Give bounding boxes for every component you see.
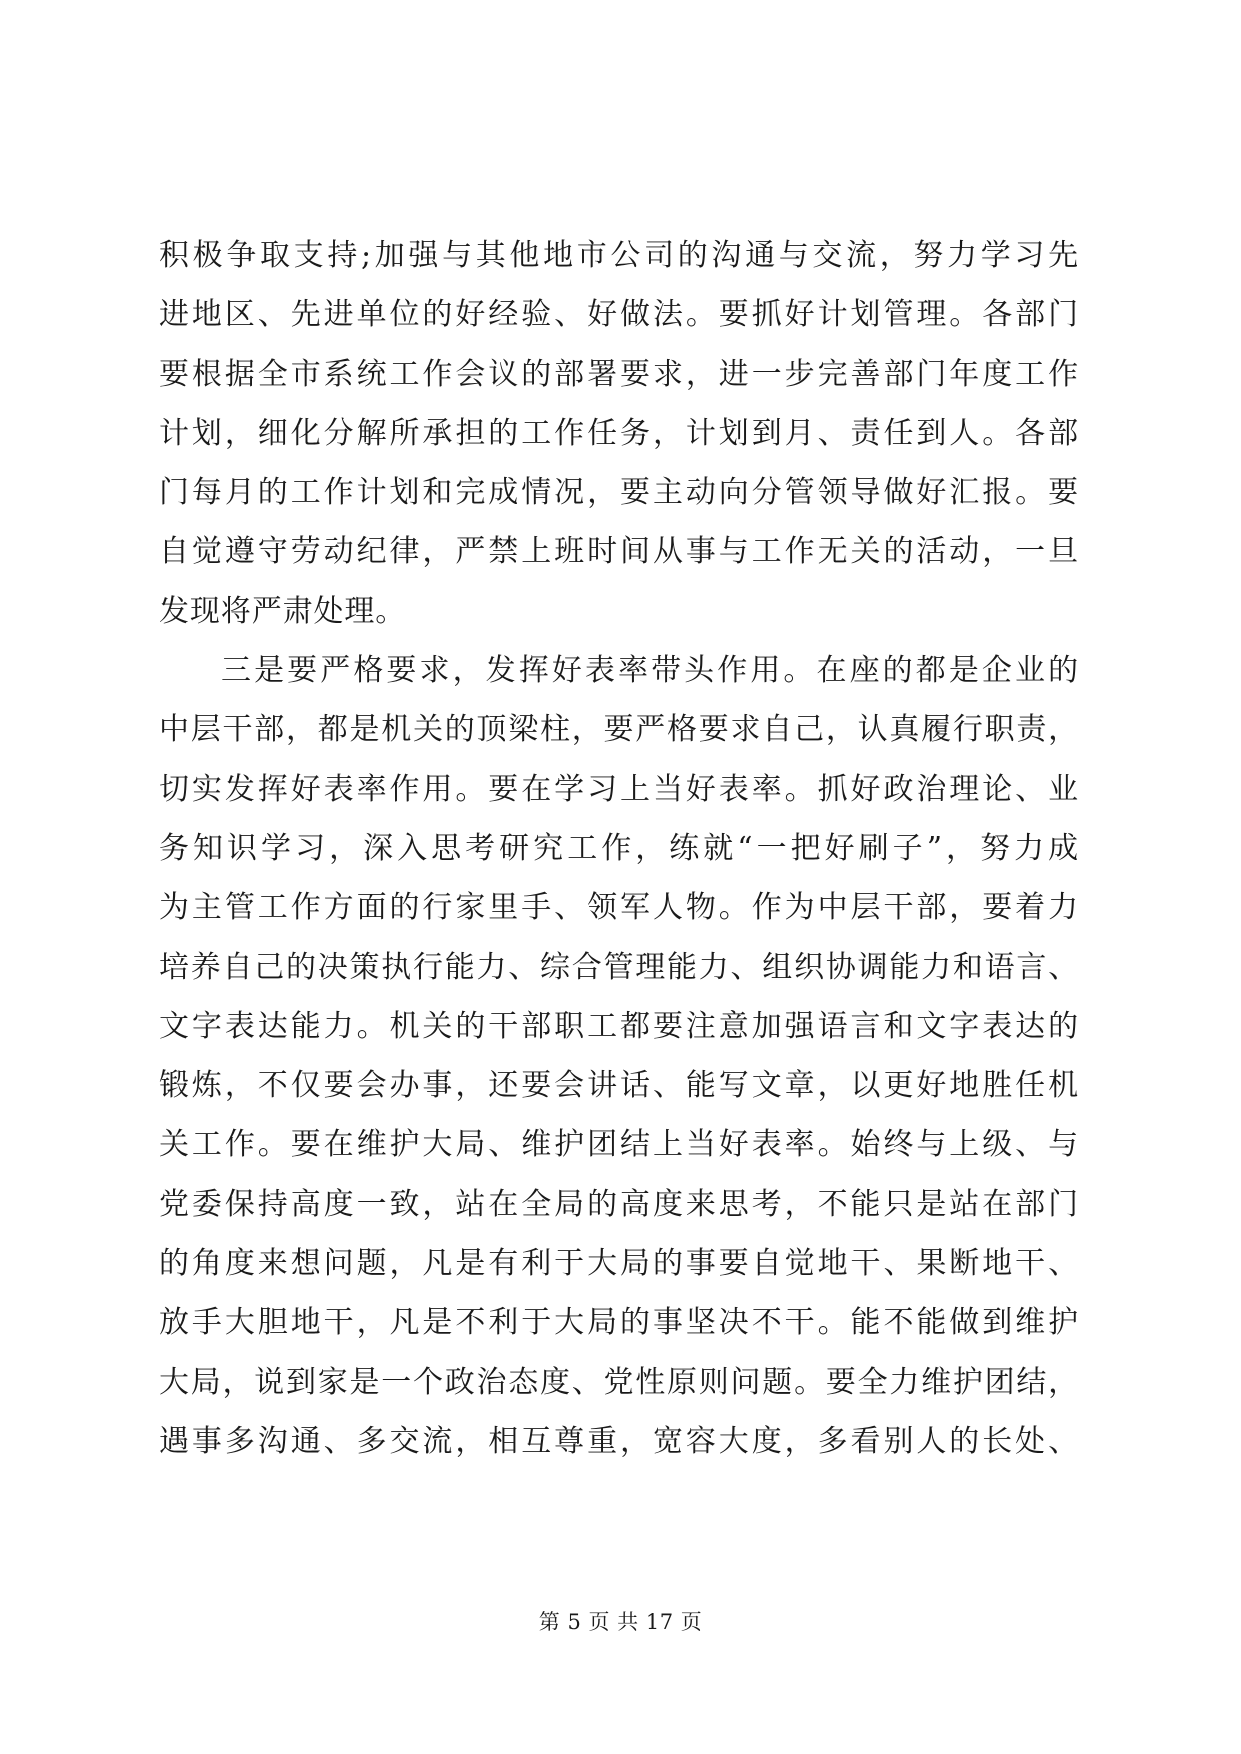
text-line: 三是要严格要求，发挥好表率带头作用。在座的都是企业的 (221, 653, 1079, 689)
text-line: 要根据全市系统工作会议的部署要求，进一步完善部门年度工作 (159, 356, 1079, 392)
text-line: 积极争取支持;加强与其他地市公司的沟通与交流，努力学习先 (159, 238, 1079, 273)
text-line: 门每月的工作计划和完成情况，要主动向分管领导做好汇报。要 (159, 475, 1079, 511)
text-line: 务知识学习，深入思考研究工作，练就“一把好刷子”，努力成 (159, 830, 1079, 866)
text-line: 培养自己的决策执行能力、综合管理能力、组织协调能力和语言、 (159, 949, 1079, 985)
text-line: 中层干部，都是机关的顶梁柱，要严格要求自己，认真履行职责， (159, 712, 1079, 748)
text-line: 锻炼，不仅要会办事，还要会讲话、能写文章，以更好地胜任机 (159, 1068, 1079, 1104)
body-text (159, 226, 1079, 1471)
text-line: 遇事多沟通、多交流，相互尊重，宽容大度，多看别人的长处、 (159, 1423, 1079, 1459)
text-line: 计划，细化分解所承担的工作任务，计划到月、责任到人。各部 (159, 415, 1079, 451)
text-line: 发现将严肃处理。 (159, 593, 407, 629)
text-line: 文字表达能力。机关的干部职工都要注意加强语言和文字表达的 (159, 1008, 1079, 1044)
text-line: 的角度来想问题，凡是有利于大局的事要自觉地干、果断地干、 (159, 1246, 1079, 1282)
text-line: 党委保持高度一致，站在全局的高度来思考，不能只是站在部门 (159, 1186, 1079, 1222)
text-line: 大局，说到家是一个政治态度、党性原则问题。要全力维护团结， (159, 1364, 1079, 1400)
text-line: 切实发挥好表率作用。要在学习上当好表率。抓好政治理论、业 (159, 771, 1079, 807)
text-line: 自觉遵守劳动纪律，严禁上班时间从事与工作无关的活动，一旦 (159, 534, 1079, 570)
page-footer: 第 5 页 共 17 页 (538, 1610, 703, 1634)
text-line: 放手大胆地干，凡是不利于大局的事坚决不干。能不能做到维护 (159, 1305, 1079, 1341)
text-line: 关工作。要在维护大局、维护团结上当好表率。始终与上级、与 (159, 1127, 1079, 1163)
text-line: 为主管工作方面的行家里手、领军人物。作为中层干部，要着力 (159, 890, 1079, 926)
text-line: 进地区、先进单位的好经验、好做法。要抓好计划管理。各部门 (159, 297, 1079, 333)
